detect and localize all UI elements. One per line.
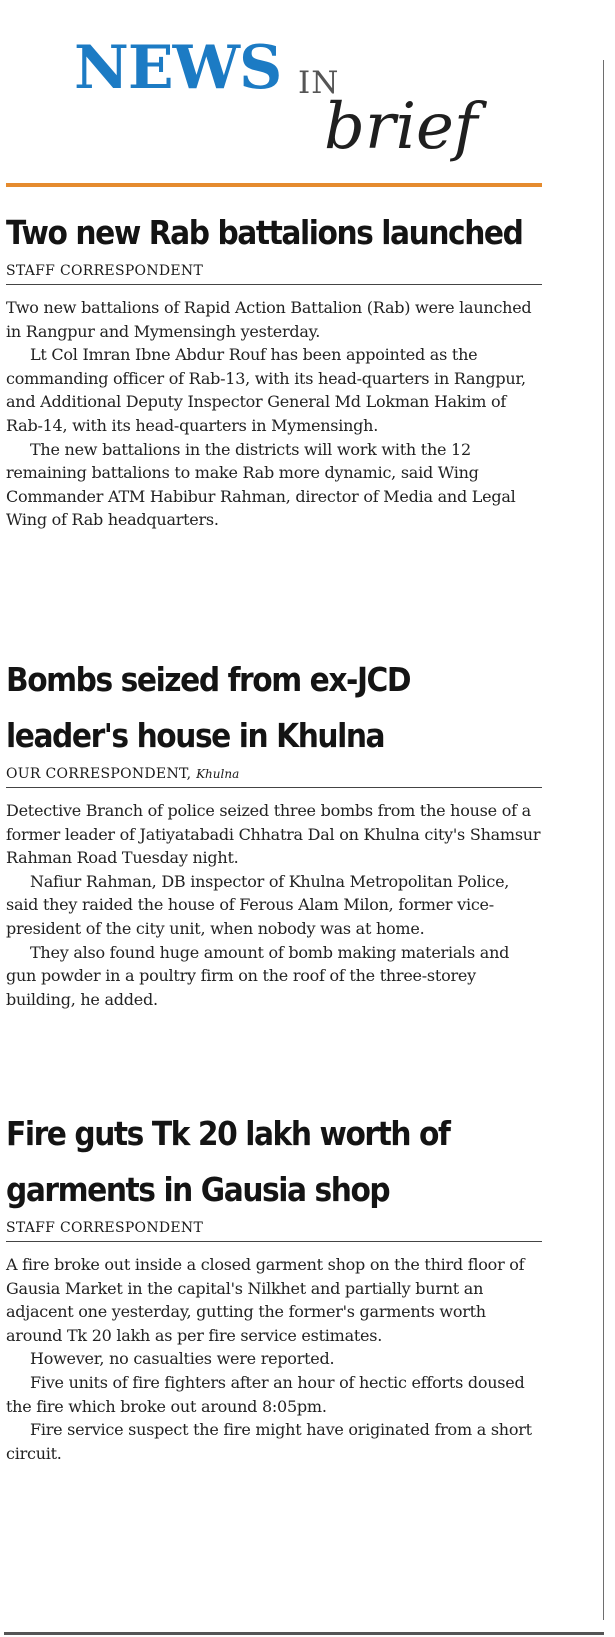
story-paragraph: They also found huge amount of bomb making materials and gun powder in a poultry firm on the roof of the three-storey building, he added.: [6, 942, 510, 1009]
story-paragraph: Five units of fire fighters after an hour of hectic efforts doused the fire which broke out around 8:05pm.: [6, 1372, 525, 1416]
story-paragraph: Two new battalions of Rapid Action Battalion (Rab) were launched in Rangpur and Mymensingh yesterday.: [6, 298, 532, 341]
story-paragraph: Nafiur Rahman, DB inspector of Khulna Metropolitan Police, said they raided the house of Ferous Alam Milon, former vice-president of the city unit, when nobody was at home.: [6, 871, 510, 938]
story-headline: Fire guts Tk 20 lakh worth of: [6, 1114, 450, 1153]
masthead-news: NEWS: [74, 33, 282, 103]
story-headline: Bombs seized from ex-JCD: [6, 660, 411, 699]
story-paragraph: A fire broke out inside a closed garment shop on the third floor of Gausia Market in the capital's Nilkhet and partially burnt an adjacent one yesterday, gutting the former's garments worth around Tk 20 lakh as per fire service estimates.: [6, 1255, 525, 1345]
story-headline-line-2: garments in Gausia shop: [6, 1170, 390, 1209]
story-body: [6, 1253, 542, 1465]
story-headline: Two new Rab battalions launched: [6, 213, 523, 252]
bottom-rule: [4, 1632, 604, 1635]
masthead: [6, 0, 542, 184]
byline-text: STAFF CORRESPONDENT: [6, 1220, 204, 1236]
story-rab-battalions: [6, 205, 542, 532]
byline-text: OUR CORRESPONDENT,: [6, 766, 192, 782]
masthead-in: IN: [298, 65, 340, 101]
news-column: [6, 0, 542, 1463]
story-byline: [6, 764, 542, 788]
column-rule: [603, 60, 604, 1620]
story-paragraph: However, no casualties were reported.: [30, 1349, 335, 1369]
story-paragraph: Fire service suspect the fire might have originated from a short circuit.: [6, 1420, 532, 1463]
story-paragraph: The new battalions in the districts will work with the 12 remaining battalions to make Rab more dynamic, said Wing Commander ATM Habibur Rahman, director of Media and Legal Wing of Rab headquarters.: [6, 439, 516, 530]
story-body: [6, 799, 542, 1011]
story-paragraph: Lt Col Imran Ibne Abdur Rouf has been appointed as the commanding officer of Rab-13, with its head-quarters in Rangpur, and Additional Deputy Inspector General Md Lokman Hakim of Rab-14, with its head-quarters in Mymensingh.: [6, 345, 526, 435]
story-paragraph: Detective Branch of police seized three bombs from the house of a former leader of Jatiyatabadi Chhatra Dal on Khulna city's Shamsur Rahman Road Tuesday night.: [6, 801, 541, 868]
story-byline: [6, 1218, 542, 1242]
byline-text: STAFF CORRESPONDENT: [6, 263, 204, 279]
masthead-rule: [6, 183, 542, 187]
story-khulna-bombs: [6, 652, 542, 1011]
story-body: [6, 296, 542, 532]
byline-place: Khulna: [196, 767, 240, 781]
story-headline-line-2: leader's house in Khulna: [6, 716, 385, 755]
masthead-brief: brief: [324, 90, 478, 164]
story-gausia-fire: [6, 1106, 542, 1465]
story-byline: [6, 261, 542, 285]
